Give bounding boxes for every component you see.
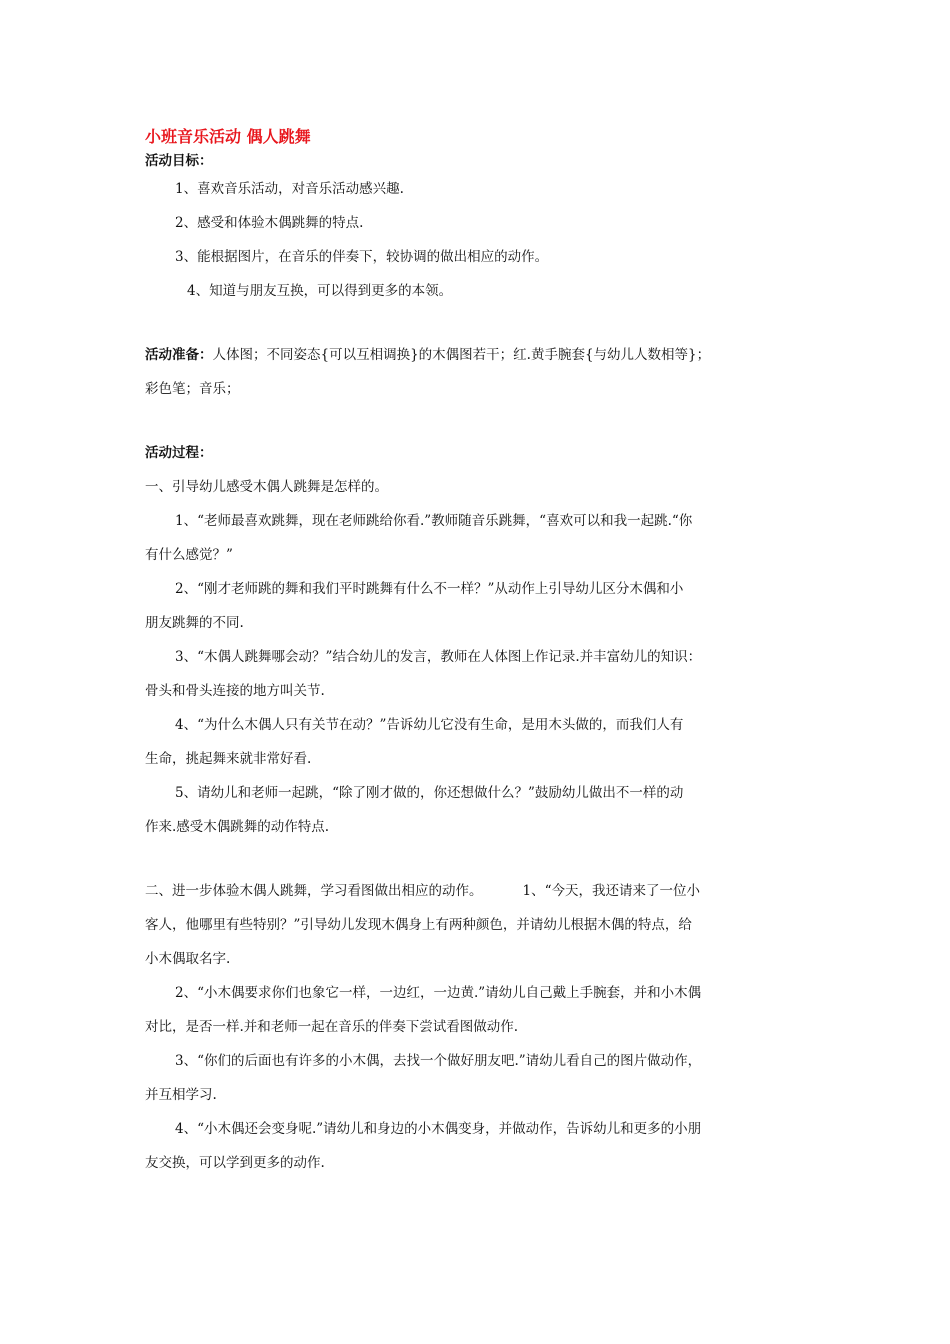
part1-item: 2、“刚才老师跳的舞和我们平时跳舞有什么不一样？”从动作上引导幼儿区分木偶和小 xyxy=(175,581,684,597)
part2-item-cont: 客人，他哪里有些特别？”引导幼儿发现木偶身上有两种颜色，并请幼儿根据木偶的特点，给 xyxy=(145,917,692,933)
part2-item: 2、“小木偶要求你们也象它一样，一边红，一边黄.”请幼儿自己戴上手腕套，并和小木偶 xyxy=(175,985,702,1001)
preparation-line-2: 彩色笔；音乐； xyxy=(145,381,240,397)
part1-item: 3、“木偶人跳舞哪会动？”结合幼儿的发言，教师在人体图上作记录.并丰富幼儿的知识： xyxy=(175,649,702,665)
part2-item-cont: 并互相学习. xyxy=(145,1087,217,1103)
part2-title: 二、进一步体验木偶人跳舞，学习看图做出相应的动作。 xyxy=(145,883,483,899)
part2-item-cont: 对比，是否一样.并和老师一起在音乐的伴奏下尝试看图做动作. xyxy=(145,1019,519,1035)
part1-item-cont: 有什么感觉？” xyxy=(145,547,233,563)
part1-item-cont: 骨头和骨头连接的地方叫关节. xyxy=(145,683,325,699)
part2-item-start: 1、“今天，我还请来了一位小 xyxy=(522,883,700,899)
part2-item: 3、“你们的后面也有许多的小木偶，去找一个做好朋友吧.”请幼儿看自己的图片做动作， xyxy=(175,1053,702,1069)
part1-item-cont: 朋友跳舞的不同. xyxy=(145,615,244,631)
part2-title-line xyxy=(145,874,815,908)
document-title: 小班音乐活动 偶人跳舞 xyxy=(145,127,311,146)
part1-title: 一、引导幼儿感受木偶人跳舞是怎样的。 xyxy=(145,479,388,495)
part1-item-cont: 生命，挑起舞来就非常好看. xyxy=(145,751,312,767)
process-heading: 活动过程： xyxy=(145,445,213,461)
part1-item-cont: 作来.感受木偶跳舞的动作特点. xyxy=(145,819,330,835)
goal-item: 3、能根据图片，在音乐的伴奏下，较协调的做出相应的动作。 xyxy=(175,249,549,265)
part1-item: 1、“老师最喜欢跳舞，现在老师跳给你看.”教师随音乐跳舞，“喜欢可以和我一起跳.“你 xyxy=(175,513,693,529)
part2-item-cont: 友交换，可以学到更多的动作. xyxy=(145,1155,325,1171)
preparation-line xyxy=(145,338,815,372)
part2-item-cont: 小木偶取名字. xyxy=(145,951,231,967)
preparation-text: 人体图；不同姿态{可以互相调换}的木偶图若干；红.黄手腕套{与幼儿人数相等}； xyxy=(212,347,711,363)
goal-item: 2、感受和体验木偶跳舞的特点. xyxy=(175,215,364,231)
document-page xyxy=(145,124,815,1180)
part2-item: 4、“小木偶还会变身呢.”请幼儿和身边的小木偶变身，并做动作，告诉幼儿和更多的小朋 xyxy=(175,1121,702,1137)
goal-item: 4、知道与朋友互换，可以得到更多的本领。 xyxy=(187,283,453,299)
goal-item: 1、喜欢音乐活动，对音乐活动感兴趣. xyxy=(175,181,404,197)
part1-item: 4、“为什么木偶人只有关节在动？”告诉幼儿它没有生命，是用木头做的，而我们人有 xyxy=(175,717,684,733)
preparation-label: 活动准备： xyxy=(145,347,213,363)
goals-heading: 活动目标： xyxy=(145,153,213,169)
part1-item: 5、请幼儿和老师一起跳，“除了刚才做的，你还想做什么？”鼓励幼儿做出不一样的动 xyxy=(175,785,684,801)
